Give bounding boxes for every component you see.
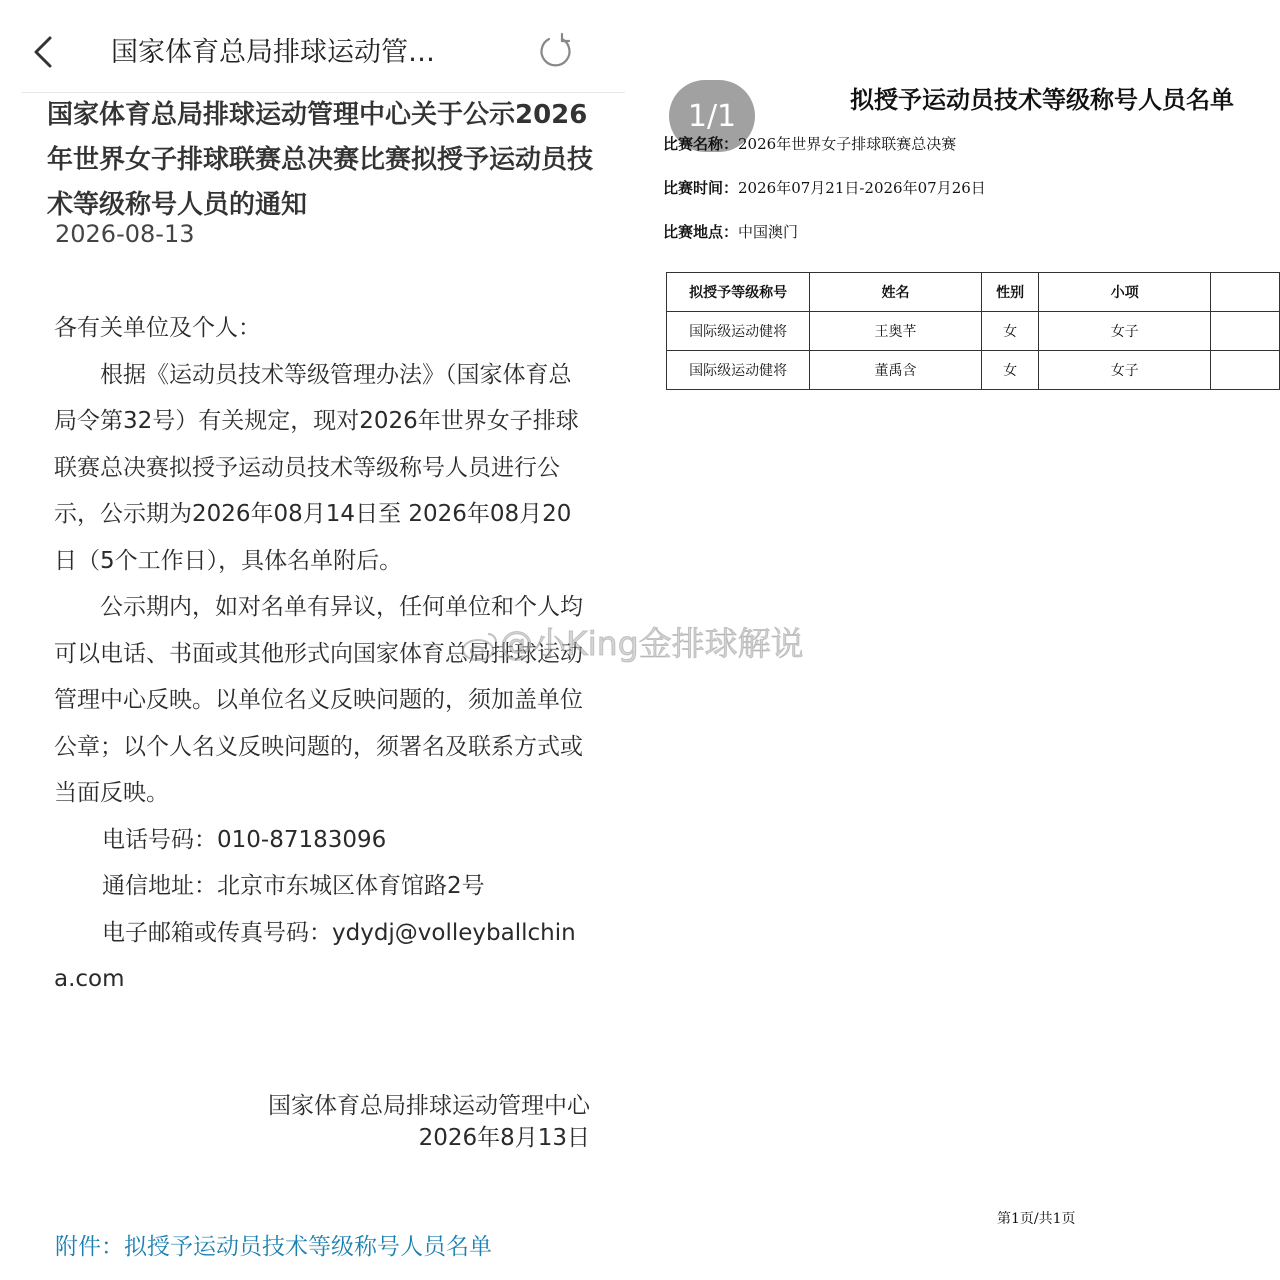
table-header: 小项 (1039, 273, 1210, 312)
event-place-label: 比赛地点： (663, 223, 739, 241)
refresh-button[interactable] (536, 30, 576, 70)
table-cell: 女 (981, 351, 1039, 390)
event-name-line (663, 133, 956, 154)
table-cell: 女子 (1039, 312, 1210, 351)
table-cell: 国际级运动健将 (667, 312, 810, 351)
table-cell: 董禹含 (810, 351, 981, 390)
address-line: 通信地址：北京市东城区体育馆路2号 (102, 873, 485, 899)
chevron-left-icon (22, 28, 62, 76)
watermark-text: @小King金排球解说 (500, 624, 804, 663)
table-header-row (667, 273, 1280, 312)
roster-table (666, 272, 1280, 390)
weibo-logo-icon (460, 628, 500, 664)
event-name-label: 比赛名称： (663, 135, 739, 153)
event-time-label: 比赛时间： (663, 179, 739, 197)
table-header (1210, 273, 1279, 312)
table-row (667, 312, 1280, 351)
event-time-value: 2026年07月21日-2026年07月26日 (738, 179, 986, 197)
table-header: 拟授予等级称号 (667, 273, 810, 312)
paragraph-2: 公示期内，如对名单有异议，任何单位和个人均可以电话、书面或其他形式向国家体育总局排球运动管理中心反映。以单位名义反映问题的，须加盖单位公章；以个人名义反映问题的，须署名及联系方式或当面反映。 (54, 594, 583, 806)
paragraph-1: 根据《运动员技术等级管理办法》（国家体育总局令第32号）有关规定，现对2026年世界女子排球联赛总决赛拟授予运动员技术等级称号人员进行公示，公示期为2026年08月14日至 2026年08月20日（5个工作日），具体名单附后。 (54, 361, 579, 574)
event-place-value: 中国澳门 (738, 223, 799, 241)
signoff-org: 国家体育总局排球运动管理中心 (268, 1093, 590, 1119)
back-button[interactable] (22, 28, 62, 76)
table-cell: 王奥芊 (810, 312, 981, 351)
table-row (667, 351, 1280, 390)
watermark (460, 618, 804, 665)
email-line: 电子邮箱或传真号码：ydydj@volleyballchina.com (54, 919, 576, 992)
table-cell (1210, 312, 1279, 351)
event-place-line (663, 221, 798, 242)
window-title: 国家体育总局排球运动管… (111, 37, 435, 68)
phone-line: 电话号码：010-87183096 (102, 826, 387, 853)
event-time-line (663, 177, 986, 198)
page-footer: 第1页/共1页 (997, 1211, 1076, 1227)
table-cell (1210, 351, 1279, 390)
table-cell: 女子 (1039, 351, 1210, 390)
page-indicator: 1/1 (669, 80, 755, 152)
document-title: 拟授予运动员技术等级称号人员名单 (850, 85, 1234, 114)
refresh-icon (536, 30, 576, 70)
salutation: 各有关单位及个人： (54, 315, 261, 341)
table-cell: 国际级运动健将 (667, 351, 810, 390)
table-header: 姓名 (810, 273, 981, 312)
table-cell: 女 (981, 312, 1039, 351)
signoff (268, 1090, 590, 1154)
attachment-link[interactable]: 附件：拟授予运动员技术等级称号人员名单 (55, 1234, 492, 1260)
event-name-value: 2026年世界女子排球联赛总决赛 (738, 135, 957, 153)
table-header: 性别 (981, 273, 1039, 312)
article-date: 2026-08-13 (55, 220, 195, 248)
article-title: 国家体育总局排球运动管理中心关于公示2026年世界女子排球联赛总决赛比赛拟授予运动员技术等级称号人员的通知 (47, 100, 594, 220)
signoff-date: 2026年8月13日 (418, 1125, 590, 1151)
